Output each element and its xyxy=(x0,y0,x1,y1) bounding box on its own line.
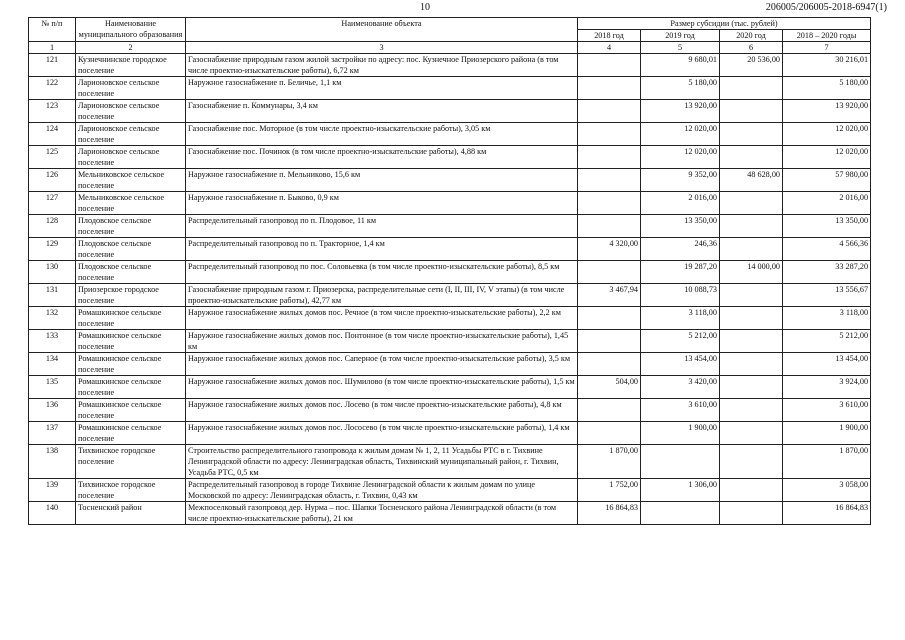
object-name-cell: Газоснабжение пос. Моторное (в том числе проектно-изыскательские работы), 3,05 км xyxy=(186,123,578,146)
object-name-cell: Газоснабжение пос. Починок (в том числе проектно-изыскательские работы), 4,88 км xyxy=(186,146,578,169)
amount-2018-cell xyxy=(578,307,641,330)
amount-2020-cell xyxy=(720,353,783,376)
amount-2020-cell xyxy=(720,192,783,215)
table-row xyxy=(29,54,871,77)
table-row xyxy=(29,146,871,169)
object-name-cell: Распределительный газопровод в городе Тихвине Ленинградской области к жилым домам по улице Московской по адресу: Ленинградская область, г. Тихвин, 0,43 км xyxy=(186,479,578,502)
row-number-cell: 127 xyxy=(29,192,76,215)
row-number-cell: 137 xyxy=(29,422,76,445)
row-number-cell: 131 xyxy=(29,284,76,307)
amount-2020-cell xyxy=(720,330,783,353)
amount-2018-cell xyxy=(578,422,641,445)
amount-2019-cell: 3 610,00 xyxy=(641,399,720,422)
municipality-cell: Кузнечнинское городское поселение xyxy=(76,54,186,77)
amount-2020-cell xyxy=(720,445,783,479)
header-2019: 2019 год xyxy=(641,30,720,42)
table-row xyxy=(29,192,871,215)
row-number-cell: 124 xyxy=(29,123,76,146)
table-row xyxy=(29,330,871,353)
row-number-cell: 136 xyxy=(29,399,76,422)
municipality-cell: Ларионовское сельское поселение xyxy=(76,77,186,100)
amount-2018-cell xyxy=(578,215,641,238)
table-row xyxy=(29,215,871,238)
amount-2019-cell: 10 088,73 xyxy=(641,284,720,307)
amount-2018-cell xyxy=(578,54,641,77)
amount-total-cell: 12 020,00 xyxy=(783,123,871,146)
amount-2020-cell xyxy=(720,502,783,525)
amount-2019-cell: 1 306,00 xyxy=(641,479,720,502)
amount-total-cell: 3 118,00 xyxy=(783,307,871,330)
object-name-cell: Газоснабжение природным газом жилой застройки по адресу: пос. Кузнечное Приозерского района (в том числе проектно-изыскательские работы), 6,72 км xyxy=(186,54,578,77)
row-number-cell: 122 xyxy=(29,77,76,100)
amount-2019-cell xyxy=(641,445,720,479)
municipality-cell: Ромашкинское сельское поселение xyxy=(76,376,186,399)
amount-2019-cell: 5 212,00 xyxy=(641,330,720,353)
municipality-cell: Ромашкинское сельское поселение xyxy=(76,422,186,445)
object-name-cell: Газоснабжение природным газом г. Приозерска, распределительные сети (I, II, III, IV, V этапы) (в том числе проектно-изыскательские работы), 42,77 км xyxy=(186,284,578,307)
row-number-cell: 130 xyxy=(29,261,76,284)
amount-2018-cell xyxy=(578,123,641,146)
amount-total-cell: 4 566,36 xyxy=(783,238,871,261)
amount-2018-cell xyxy=(578,330,641,353)
header-municipality: Наименование муниципального образования xyxy=(76,18,186,42)
amount-2020-cell xyxy=(720,284,783,307)
municipality-cell: Мельниковское сельское поселение xyxy=(76,169,186,192)
amount-2019-cell: 1 900,00 xyxy=(641,422,720,445)
row-number-cell: 121 xyxy=(29,54,76,77)
municipality-cell: Плодовское сельское поселение xyxy=(76,215,186,238)
amount-total-cell: 1 900,00 xyxy=(783,422,871,445)
amount-total-cell: 13 454,00 xyxy=(783,353,871,376)
header-num: № п/п xyxy=(29,18,76,42)
amount-2018-cell xyxy=(578,77,641,100)
row-number-cell: 129 xyxy=(29,238,76,261)
table-row xyxy=(29,238,871,261)
amount-2020-cell xyxy=(720,123,783,146)
amount-total-cell: 13 920,00 xyxy=(783,100,871,123)
amount-2019-cell: 13 454,00 xyxy=(641,353,720,376)
object-name-cell: Наружное газоснабжение жилых домов пос. Саперное (в том числе проектно-изыскательские работы), 3,5 км xyxy=(186,353,578,376)
table-row xyxy=(29,261,871,284)
amount-total-cell: 16 864,83 xyxy=(783,502,871,525)
row-number-cell: 134 xyxy=(29,353,76,376)
object-name-cell: Наружное газоснабжение жилых домов пос. Лососево (в том числе проектно-изыскательские работы), 1,4 км xyxy=(186,422,578,445)
amount-2020-cell xyxy=(720,307,783,330)
table-row xyxy=(29,479,871,502)
row-number-cell: 125 xyxy=(29,146,76,169)
object-name-cell: Распределительный газопровод по п. Тракторное, 1,4 км xyxy=(186,238,578,261)
table-row xyxy=(29,123,871,146)
amount-2018-cell: 4 320,00 xyxy=(578,238,641,261)
amount-2020-cell xyxy=(720,215,783,238)
object-name-cell: Наружное газоснабжение жилых домов пос. Шумилово (в том числе проектно-изыскательские работы), 1,5 км xyxy=(186,376,578,399)
row-number-cell: 139 xyxy=(29,479,76,502)
amount-2019-cell: 5 180,00 xyxy=(641,77,720,100)
row-number-cell: 123 xyxy=(29,100,76,123)
table-row xyxy=(29,307,871,330)
object-name-cell: Распределительный газопровод по пос. Соловьевка (в том числе проектно-изыскательские работы), 8,5 км xyxy=(186,261,578,284)
col-number: 2 xyxy=(76,42,186,54)
municipality-cell: Ларионовское сельское поселение xyxy=(76,146,186,169)
amount-2018-cell: 3 467,94 xyxy=(578,284,641,307)
header-2018: 2018 год xyxy=(578,30,641,42)
table-row xyxy=(29,284,871,307)
amount-total-cell: 5 180,00 xyxy=(783,77,871,100)
amount-2020-cell xyxy=(720,422,783,445)
table-row xyxy=(29,422,871,445)
object-name-cell: Строительство распределительного газопровода к жилым домам № 1, 2, 11 Усадьбы РТС в г. Тихвине Ленинградской области по адресу: Ленинградская область, Тихвинский муниципальный район, г. Тихвин, Усадьба РТС, 0,5 км xyxy=(186,445,578,479)
row-number-cell: 132 xyxy=(29,307,76,330)
amount-2019-cell: 9 680,01 xyxy=(641,54,720,77)
col-number: 4 xyxy=(578,42,641,54)
amount-total-cell: 3 610,00 xyxy=(783,399,871,422)
amount-2018-cell xyxy=(578,261,641,284)
page-number: 10 xyxy=(420,2,430,13)
row-number-cell: 133 xyxy=(29,330,76,353)
document-code: 206005/206005-2018-6947(1) xyxy=(765,2,887,13)
amount-total-cell: 5 212,00 xyxy=(783,330,871,353)
object-name-cell: Межпоселковый газопровод дер. Нурма – пос. Шапки Тосненского района Ленинградской области (в том числе проектно-изыскательские работы), 21 км xyxy=(186,502,578,525)
col-number: 7 xyxy=(783,42,871,54)
header-total: 2018 – 2020 годы xyxy=(783,30,871,42)
municipality-cell: Тихвинское городское поселение xyxy=(76,479,186,502)
table-row xyxy=(29,376,871,399)
table-row xyxy=(29,502,871,525)
municipality-cell: Ромашкинское сельское поселение xyxy=(76,399,186,422)
header-object: Наименование объекта xyxy=(186,18,578,42)
col-number: 6 xyxy=(720,42,783,54)
amount-total-cell: 30 216,01 xyxy=(783,54,871,77)
amount-total-cell: 12 020,00 xyxy=(783,146,871,169)
row-number-cell: 128 xyxy=(29,215,76,238)
municipality-cell: Ларионовское сельское поселение xyxy=(76,100,186,123)
amount-2019-cell: 3 118,00 xyxy=(641,307,720,330)
amount-2019-cell: 13 350,00 xyxy=(641,215,720,238)
amount-2020-cell xyxy=(720,100,783,123)
table-row xyxy=(29,353,871,376)
amount-2018-cell xyxy=(578,146,641,169)
amount-total-cell: 2 016,00 xyxy=(783,192,871,215)
amount-2020-cell: 20 536,00 xyxy=(720,54,783,77)
row-number-cell: 140 xyxy=(29,502,76,525)
object-name-cell: Наружное газоснабжение жилых домов пос. Речное (в том числе проектно-изыскательские работы), 2,2 км xyxy=(186,307,578,330)
amount-2020-cell xyxy=(720,399,783,422)
amount-2018-cell xyxy=(578,169,641,192)
municipality-cell: Ромашкинское сельское поселение xyxy=(76,330,186,353)
amount-2018-cell xyxy=(578,399,641,422)
col-number: 1 xyxy=(29,42,76,54)
table-row xyxy=(29,445,871,479)
col-number: 5 xyxy=(641,42,720,54)
amount-total-cell: 3 924,00 xyxy=(783,376,871,399)
amount-2018-cell: 504,00 xyxy=(578,376,641,399)
municipality-cell: Ромашкинское сельское поселение xyxy=(76,353,186,376)
amount-2019-cell: 13 920,00 xyxy=(641,100,720,123)
amount-2019-cell: 2 016,00 xyxy=(641,192,720,215)
amount-total-cell: 1 870,00 xyxy=(783,445,871,479)
object-name-cell: Наружное газоснабжение жилых домов пос. Понтонное (в том числе проектно-изыскательские работы), 1,45 км xyxy=(186,330,578,353)
amount-2020-cell: 14 000,00 xyxy=(720,261,783,284)
amount-2020-cell xyxy=(720,146,783,169)
object-name-cell: Распределительный газопровод по п. Плодовое, 11 км xyxy=(186,215,578,238)
amount-2019-cell: 3 420,00 xyxy=(641,376,720,399)
amount-2019-cell: 9 352,00 xyxy=(641,169,720,192)
amount-total-cell: 57 980,00 xyxy=(783,169,871,192)
municipality-cell: Мельниковское сельское поселение xyxy=(76,192,186,215)
column-number-row xyxy=(29,42,871,54)
amount-2018-cell: 1 870,00 xyxy=(578,445,641,479)
amount-2019-cell: 246,36 xyxy=(641,238,720,261)
municipality-cell: Тихвинское городское поселение xyxy=(76,445,186,479)
amount-2018-cell xyxy=(578,192,641,215)
municipality-cell: Тосненский район xyxy=(76,502,186,525)
amount-2018-cell xyxy=(578,100,641,123)
amount-total-cell: 3 058,00 xyxy=(783,479,871,502)
amount-total-cell: 13 556,67 xyxy=(783,284,871,307)
subsidy-table xyxy=(28,17,871,525)
amount-2019-cell: 12 020,00 xyxy=(641,146,720,169)
table-row xyxy=(29,100,871,123)
amount-2020-cell xyxy=(720,376,783,399)
municipality-cell: Плодовское сельское поселение xyxy=(76,261,186,284)
object-name-cell: Наружное газоснабжение п. Мельниково, 15,6 км xyxy=(186,169,578,192)
col-number: 3 xyxy=(186,42,578,54)
object-name-cell: Наружное газоснабжение п. Беличье, 1,1 км xyxy=(186,77,578,100)
header-subsidy: Размер субсидии (тыс. рублей) xyxy=(578,18,871,30)
object-name-cell: Газоснабжение п. Коммунары, 3,4 км xyxy=(186,100,578,123)
amount-total-cell: 13 350,00 xyxy=(783,215,871,238)
municipality-cell: Приозерское городское поселение xyxy=(76,284,186,307)
municipality-cell: Ларионовское сельское поселение xyxy=(76,123,186,146)
header-2020: 2020 год xyxy=(720,30,783,42)
amount-2018-cell xyxy=(578,353,641,376)
table-row xyxy=(29,77,871,100)
amount-2019-cell: 19 287,20 xyxy=(641,261,720,284)
amount-2019-cell: 12 020,00 xyxy=(641,123,720,146)
amount-2020-cell: 48 628,00 xyxy=(720,169,783,192)
row-number-cell: 138 xyxy=(29,445,76,479)
amount-2020-cell xyxy=(720,238,783,261)
amount-2019-cell xyxy=(641,502,720,525)
table-row xyxy=(29,399,871,422)
object-name-cell: Наружное газоснабжение жилых домов пос. Лосево (в том числе проектно-изыскательские работы), 4,8 км xyxy=(186,399,578,422)
object-name-cell: Наружное газоснабжение п. Быково, 0,9 км xyxy=(186,192,578,215)
amount-total-cell: 33 287,20 xyxy=(783,261,871,284)
amount-2020-cell xyxy=(720,77,783,100)
amount-2020-cell xyxy=(720,479,783,502)
municipality-cell: Плодовское сельское поселение xyxy=(76,238,186,261)
municipality-cell: Ромашкинское сельское поселение xyxy=(76,307,186,330)
amount-2018-cell: 16 864,83 xyxy=(578,502,641,525)
row-number-cell: 135 xyxy=(29,376,76,399)
amount-2018-cell: 1 752,00 xyxy=(578,479,641,502)
row-number-cell: 126 xyxy=(29,169,76,192)
table-row xyxy=(29,169,871,192)
